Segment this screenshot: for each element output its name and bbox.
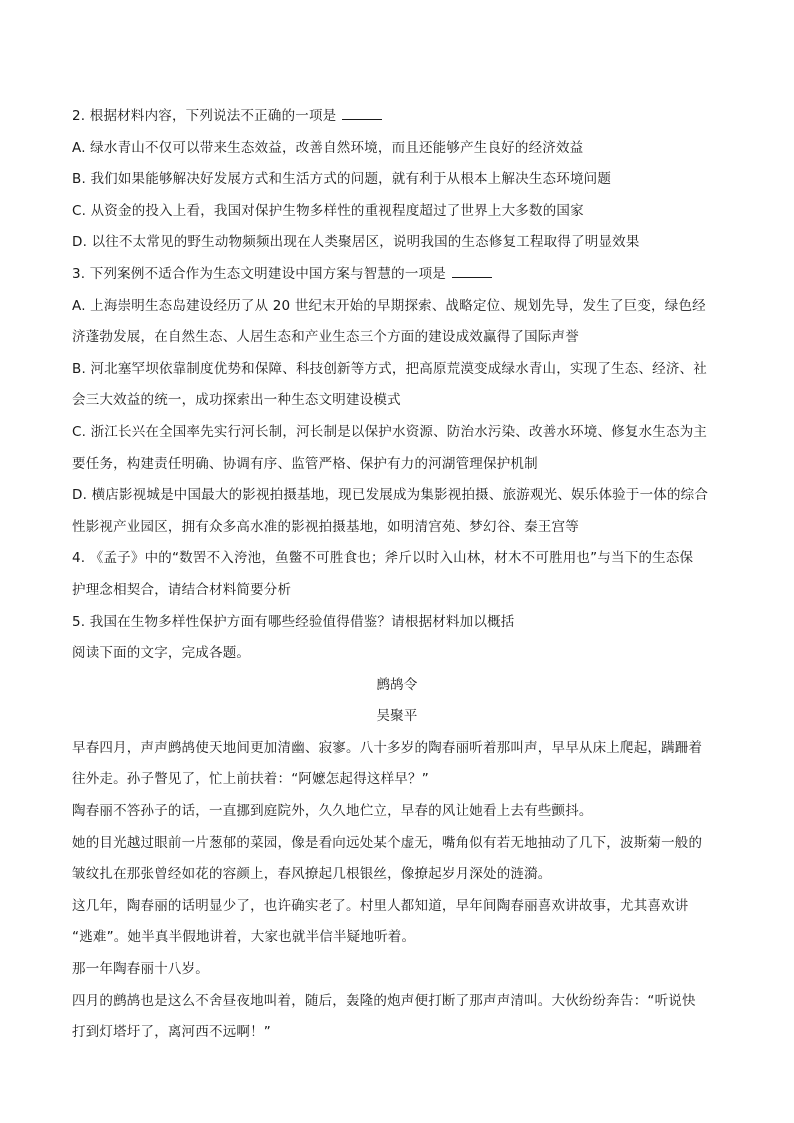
q3-option-c-line-2: 要任务，构建责任明确、协调有序、监管严格、保护有力的河湖管理保护机制 [72,455,538,472]
passage-line: 早春四月，声声鹧鸪使天地间更加清幽、寂寥。八十多岁的陶春丽听着那叫声，早早从床上爬起，蹒跚着 [72,739,703,756]
option-d: D. 以往不太常见的野生动物频频出现在人类聚居区，说明我国的生态修复工程取得了明显效果 [72,234,640,251]
question-3-stem: 3. 下列案例不适合作为生态文明建设中国方案与智慧的一项是 [72,259,722,291]
passage-line: 打到灯塔圩了，离河西不远啊！” [72,1024,271,1041]
document-page [72,101,722,1049]
question-4-line-2: 护理念相契合，请结合材料简要分析 [72,581,292,598]
q3-option-a-line-1: A. 上海崇明生态岛建设经历了从 20 世纪末开始的早期探索、战略定位、规划先导，发生了巨变，绿色经 [72,297,706,314]
passage-line: 陶春丽不答孙子的话，一直挪到庭院外，久久地伫立，早春的风让她看上去有些颤抖。 [72,803,593,820]
passage-line: 那一年陶春丽十八岁。 [72,961,209,978]
q3-option-b-line-2: 会三大效益的统一，成功探索出一种生态文明建设模式 [72,392,401,409]
q3-option-c-line-1: C. 浙江长兴在全国率先实行河长制，河长制是以保护水资源、防治水污染、改善水环境、修复水生态为主 [72,423,708,440]
question-4-line-1: 4. 《孟子》中的“数罟不入洿池，鱼鳖不可胜食也；斧斤以时入山林，材木不可胜用也”与当下的生态保 [72,550,694,567]
question-5: 5. 我国在生物多样性保护方面有哪些经验值得借鉴？请根据材料加以概括 [72,613,515,630]
option-c: C. 从资金的投入上看，我国对保护生物多样性的重视程度超过了世界上大多数的国家 [72,202,584,219]
answer-blank [342,104,382,120]
q3-option-a-line-2: 济蓬勃发展，在自然生态、人居生态和产业生态三个方面的建设成效赢得了国际声誉 [72,329,579,346]
reading-intro: 阅读下面的文字，完成各题。 [72,645,251,662]
passage-author: 吴聚平 [376,708,418,725]
option-a: A. 绿水青山不仅可以带来生态效益，改善自然环境，而且还能够产生良好的经济效益 [72,139,584,156]
q3-option-d-line-2: 性影视产业园区，拥有众多高水准的影视拍摄基地，如明清宫苑、梦幻谷、秦王宫等 [72,518,579,535]
passage-line: 她的目光越过眼前一片葱郁的菜园，像是看向远处某个虚无，嘴角似有若无地抽动了几下，波斯菊一般的 [72,834,703,851]
option-b: B. 我们如果能够解决好发展方式和生活方式的问题，就有利于从根本上解决生态环境问题 [72,171,612,188]
passage-line: 皱纹扎在那张曾经如花的容颜上，春风撩起几根银丝，像撩起岁月深处的涟漪。 [72,866,552,883]
passage-line: 这几年，陶春丽的话明显少了，也许确实老了。村里人都知道，早年间陶春丽喜欢讲故事，尤其喜欢讲 [72,897,689,914]
q3-option-d-line-1: D. 横店影视城是中国最大的影视拍摄基地，现已发展成为集影视拍摄、旅游观光、娱乐体验于一体的综合 [72,487,709,504]
answer-blank [452,262,492,278]
passage-line: 往外走。孙子瞥见了，忙上前扶着：“阿嬷怎起得这样早？” [72,771,429,788]
passage-line: 四月的鹧鸪也是这么不舍昼夜地叫着，随后，轰隆的炮声便打断了那声声清叫。大伙纷纷奔告：“听说快 [72,992,696,1009]
question-2-stem: 2. 根据材料内容，下列说法不正确的一项是 [72,101,722,133]
q3-option-b-line-1: B. 河北塞罕坝依靠制度优势和保障、科技创新等方式，把高原荒漠变成绿水青山，实现了生态、经济、社 [72,360,707,377]
passage-line: “逃难”。她半真半假地讲着，大家也就半信半疑地听着。 [72,929,416,946]
passage-title: 鹧鸪令 [376,676,418,693]
